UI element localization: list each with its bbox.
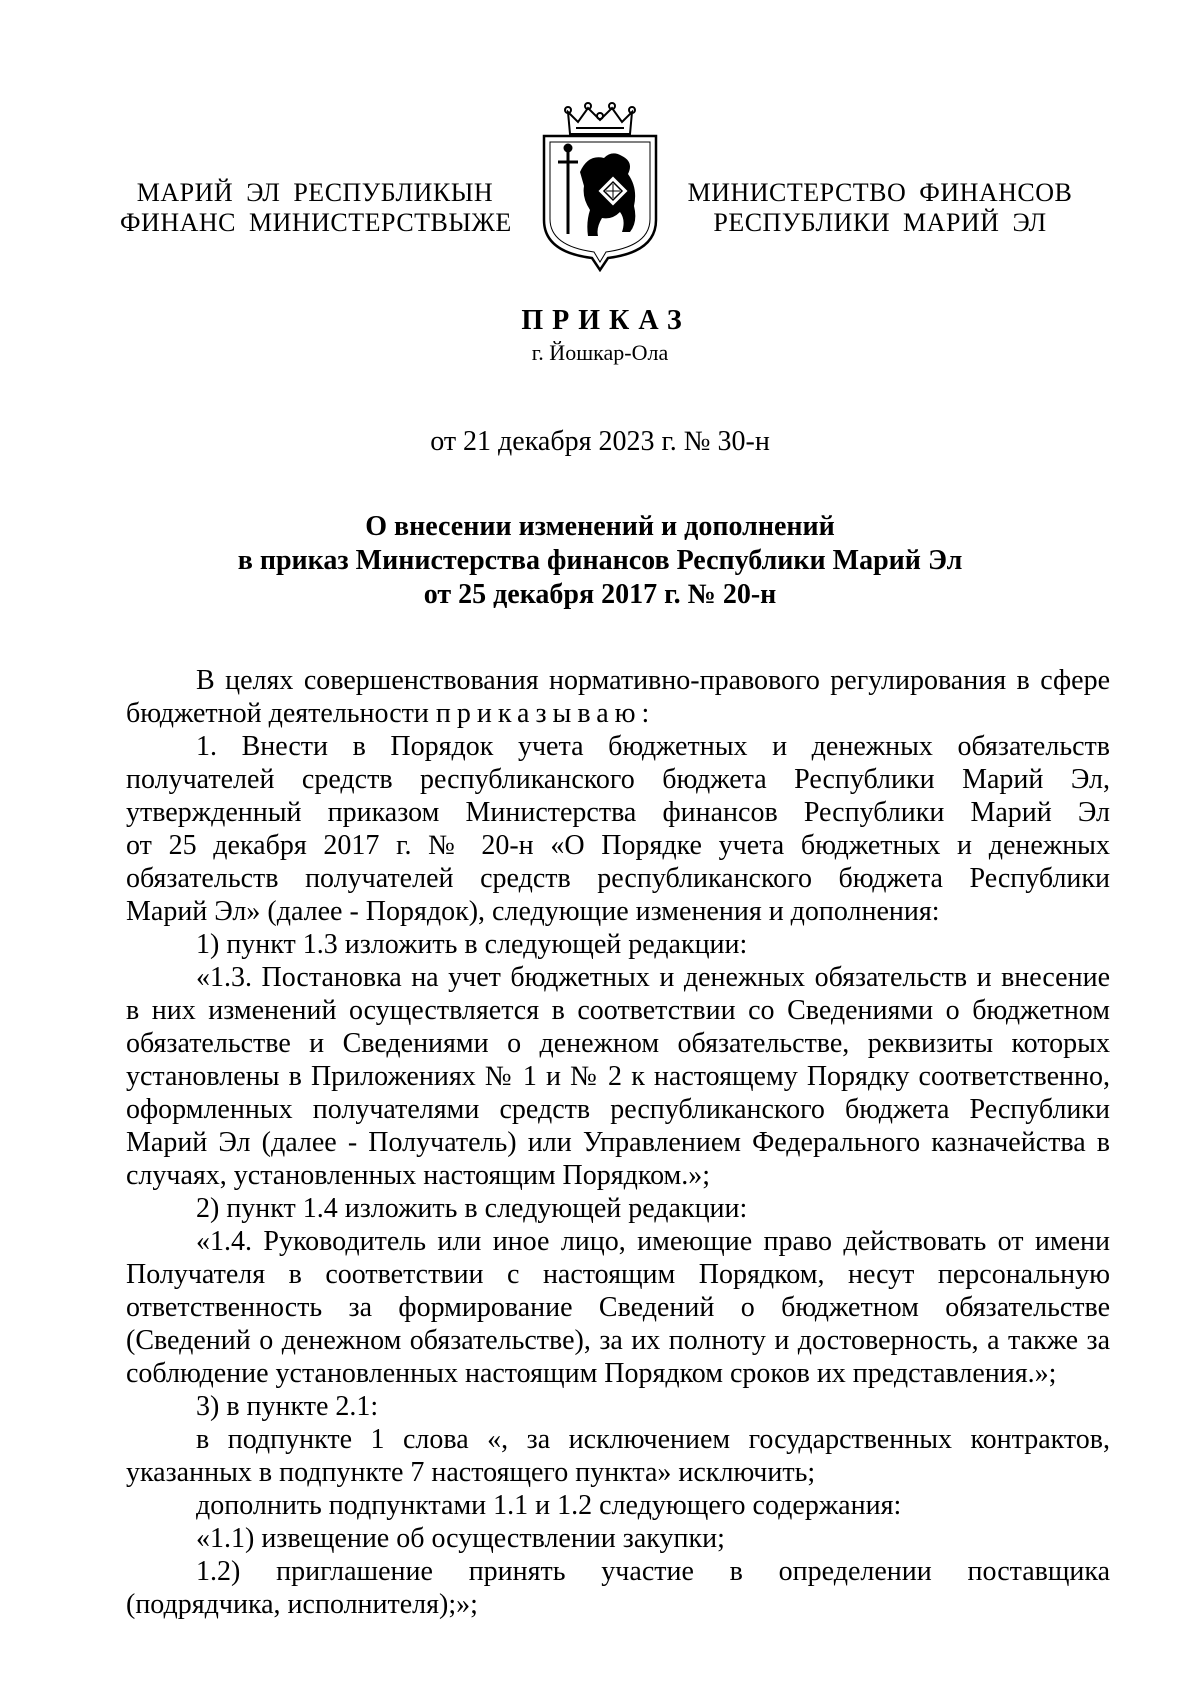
header-right-line: РЕСПУБЛИКИ МАРИЙ ЭЛ (713, 208, 1047, 237)
order-body (126, 664, 1110, 1621)
body-line: В целях совершенствования нормативно-правового регулирования в сфере (196, 665, 1110, 696)
body-line: (подрядчика, исполнителя);»; (126, 1589, 478, 1620)
order-heading (0, 510, 1200, 612)
body-line: 1. Внести в Порядок учета бюджетных и денежных обязательств (196, 731, 1110, 762)
body-line: соблюдение установленных настоящим Порядком сроков их представления.»; (126, 1358, 1057, 1389)
body-line: Получателя в соответствии с настоящим Порядком, несут персональную (126, 1259, 1110, 1290)
header-left-line: ФИНАНС МИНИСТЕРСТВЫЖЕ (120, 208, 512, 237)
body-line: обязательств получателей средств республиканского бюджета Республики (126, 863, 1110, 894)
body-line: получателей средств республиканского бюджета Республики Марий Эл, (126, 764, 1110, 795)
header-right-line: МИНИСТЕРСТВО ФИНАНСОВ (687, 178, 1073, 207)
body-line: (Сведений о денежном обязательстве), за их полноту и достоверность, а также за (126, 1325, 1110, 1356)
coat-of-arms-icon (538, 102, 662, 272)
body-line: ответственность за формирование Сведений о бюджетном обязательстве (126, 1292, 1110, 1323)
body-line: утвержденный приказом Министерства финансов Республики Марий Эл (126, 797, 1110, 828)
order-date: от 21 декабря 2023 г. № 30-н (430, 426, 770, 457)
body-line: Марий Эл (далее - Получатель) или Управлением Федерального казначейства в (126, 1127, 1110, 1158)
body-line: 3) в пункте 2.1: (196, 1391, 379, 1422)
body-line-spaced: приказываю: (435, 698, 656, 729)
body-line: Марий Эл» (далее - Порядок), следующие изменения и дополнения: (126, 896, 940, 927)
body-line: от 25 декабря 2017 г. № 20-н «О Порядке учета бюджетных и денежных (126, 830, 1110, 861)
body-line: в подпункте 1 слова «, за исключением государственных контрактов, (196, 1424, 1110, 1455)
body-line: обязательстве и Сведениями о денежном обязательстве, реквизиты которых (126, 1028, 1110, 1059)
heading-line: в приказ Министерства финансов Республики Марий Эл (237, 545, 963, 576)
header-left-mari (120, 178, 510, 238)
body-line (126, 697, 1110, 730)
heading-line: от 25 декабря 2017 г. № 20-н (423, 579, 777, 610)
header-right-russian (680, 178, 1080, 238)
body-line: дополнить подпунктами 1.1 и 1.2 следующего содержания: (196, 1490, 902, 1521)
body-line: установлены в Приложениях № 1 и № 2 к настоящему Порядку соответственно, (126, 1061, 1110, 1092)
body-line: 2) пункт 1.4 изложить в следующей редакции: (196, 1193, 748, 1224)
body-line: 1.2) приглашение принять участие в определении поставщика (196, 1556, 1110, 1587)
body-line: указанных в подпункте 7 настоящего пункта» исключить; (126, 1457, 816, 1488)
body-line-text: бюджетной деятельности (126, 698, 429, 729)
order-word: ПРИКАЗ (521, 305, 691, 336)
body-line: оформленных получателями средств республиканского бюджета Республики (126, 1094, 1110, 1125)
body-line: «1.3. Постановка на учет бюджетных и денежных обязательств и внесение (196, 962, 1110, 993)
order-city: г. Йошкар-Ола (531, 340, 669, 365)
body-line: 1) пункт 1.3 изложить в следующей редакции: (196, 929, 748, 960)
body-line: случаях, установленных настоящим Порядком.»; (126, 1160, 711, 1191)
heading-line: О внесении изменений и дополнений (365, 511, 835, 542)
body-line: «1.1) извещение об осуществлении закупки; (196, 1523, 725, 1554)
body-line: «1.4. Руководитель или иное лицо, имеющие право действовать от имени (196, 1226, 1110, 1257)
body-line: в них изменений осуществляется в соответствии со Сведениями о бюджетном (126, 995, 1110, 1026)
header-left-line: МАРИЙ ЭЛ РЕСПУБЛИКЫН (136, 178, 494, 207)
order-title-block (0, 304, 1200, 368)
